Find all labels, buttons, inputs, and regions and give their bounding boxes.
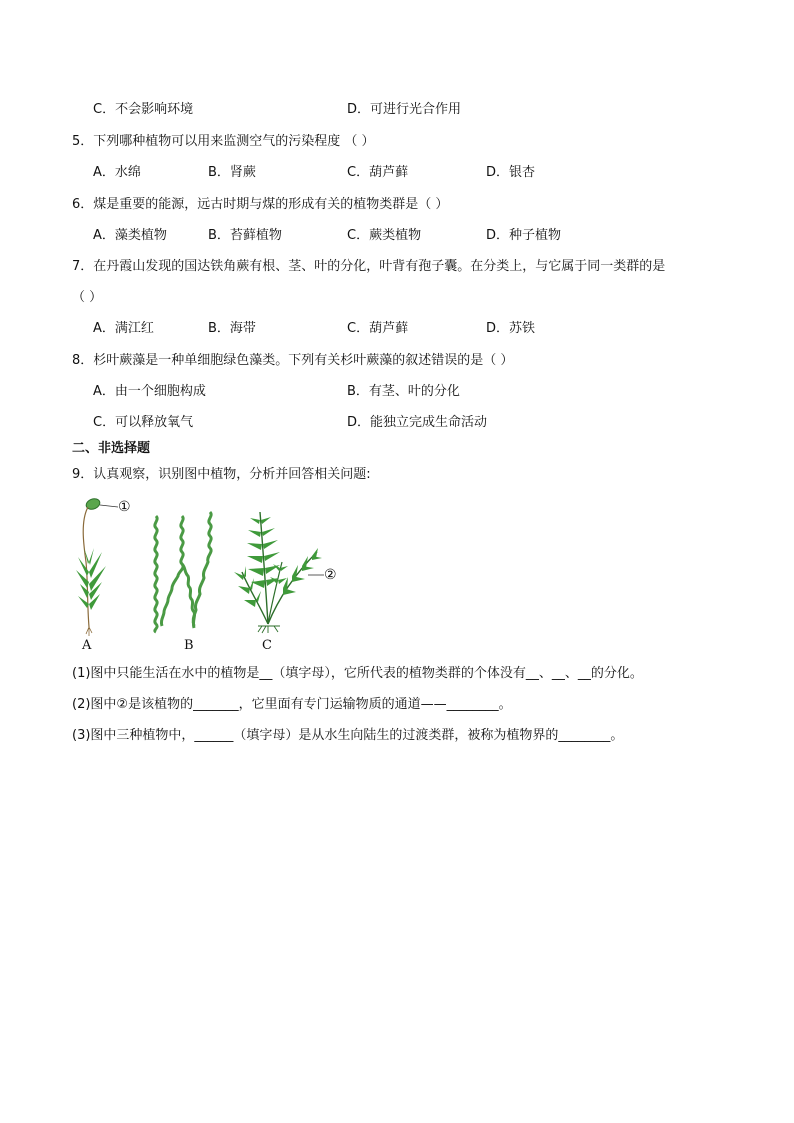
- q8-stem: 8．杉叶蕨藻是一种单细胞绿色藻类。下列有关杉叶蕨藻的叙述错误的是（ ）: [72, 353, 514, 368]
- q4-option-c: C．不会影响环境: [93, 102, 194, 117]
- figure-label-b: B: [184, 638, 194, 653]
- plant-illustration: [72, 492, 352, 658]
- marker-1-label: ①: [118, 499, 131, 515]
- marker-2-label: ②: [324, 567, 337, 583]
- figure-label-a: A: [82, 638, 92, 653]
- q8-option-a: A．由一个细胞构成: [93, 384, 206, 399]
- q5-stem: 5．下列哪种植物可以用来监测空气的污染程度 （ ）: [72, 134, 375, 149]
- q5-option-b: B．肾蕨: [208, 165, 256, 180]
- moss-plant: [76, 497, 118, 636]
- q7-option-b: B．海带: [208, 321, 256, 336]
- q9-sub2: (2)图中②是该植物的_______，它里面有专门运输物质的通道——________。: [72, 697, 512, 712]
- q7-stem-line1: 7．在丹霞山发现的国达铁角蕨有根、茎、叶的分化，叶背有孢子囊。在分类上，与它属于同一类群的是: [72, 259, 666, 274]
- q4-option-d: D．可进行光合作用: [347, 102, 462, 117]
- q9-sub1: (1)图中只能生活在水中的植物是__（填字母），它所代表的植物类群的个体没有__、__、__的分化。: [72, 666, 643, 681]
- q7-option-a: A．满江红: [93, 321, 154, 336]
- figure-label-c: C: [262, 638, 272, 653]
- q5-option-a: A．水绵: [93, 165, 141, 180]
- q6-option-c: C．蕨类植物: [347, 228, 422, 243]
- q9-sub3: (3)图中三种植物中，______（填字母）是从水生向陆生的过渡类群，被称为植物界的________。: [72, 728, 624, 743]
- q7-option-d: D．苏铁: [486, 321, 536, 336]
- plant-figure: [72, 492, 352, 658]
- q7-stem-line2: （ ）: [72, 290, 103, 305]
- q5-option-d: D．银杏: [486, 165, 536, 180]
- q8-option-b: B．有茎、叶的分化: [347, 384, 460, 399]
- fern-plant: [234, 512, 324, 633]
- q7-option-c: C．葫芦藓: [347, 321, 409, 336]
- spirogyra-filaments: [155, 512, 211, 632]
- q8-option-c: C．可以释放氧气: [93, 415, 194, 430]
- q6-option-d: D．种子植物: [486, 228, 562, 243]
- q6-option-b: B．苔藓植物: [208, 228, 282, 243]
- q6-stem: 6．煤是重要的能源，远古时期与煤的形成有关的植物类群是（ ）: [72, 197, 449, 212]
- q8-option-d: D．能独立完成生命活动: [347, 415, 488, 430]
- q6-option-a: A．藻类植物: [93, 228, 167, 243]
- section-heading: 二、非选择题: [72, 441, 151, 456]
- q5-option-c: C．葫芦藓: [347, 165, 409, 180]
- q9-stem: 9．认真观察，识别图中植物，分析并回答相关问题:: [72, 467, 371, 482]
